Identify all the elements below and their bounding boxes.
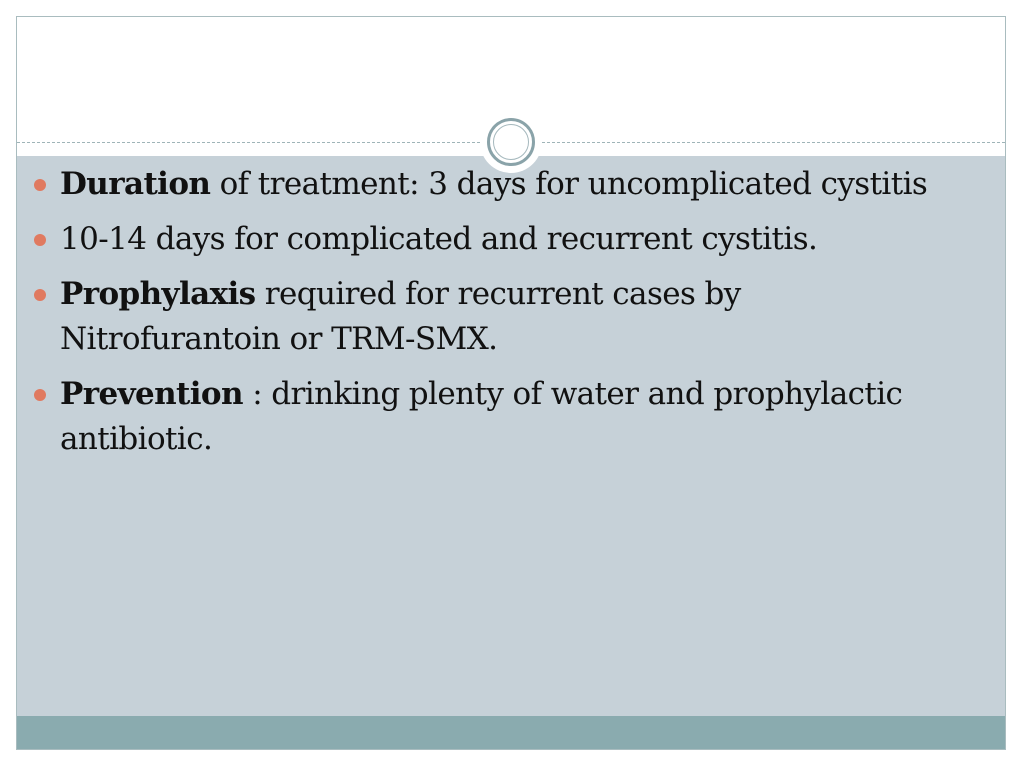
bullet-text: 10-14 days for complicated and recurrent cystitis.	[60, 221, 818, 257]
footer-bar	[17, 716, 1005, 750]
bullet-dot-icon	[34, 289, 46, 301]
circle-ornament-inner	[493, 124, 529, 160]
bullet-text: of treatment: 3 days for uncomplicated cystitis	[210, 166, 928, 202]
bullet-prevention	[32, 372, 932, 462]
bullet-text: required for recurrent cases by Nitrofurantoin or TRM-SMX.	[60, 276, 741, 357]
bullet-complicated	[32, 217, 932, 262]
bullet-duration	[32, 162, 932, 207]
bullet-dot-icon	[34, 389, 46, 401]
bullet-prophylaxis	[32, 272, 932, 362]
bullet-term: Prophylaxis	[60, 276, 256, 312]
bullet-text: : drinking plenty of water and prophylactic antibiotic.	[60, 376, 903, 457]
bullet-term: Prevention	[60, 376, 243, 412]
bullet-dot-icon	[34, 179, 46, 191]
bullet-dot-icon	[34, 234, 46, 246]
bullet-term: Duration	[60, 166, 211, 202]
bullet-list	[32, 162, 932, 472]
